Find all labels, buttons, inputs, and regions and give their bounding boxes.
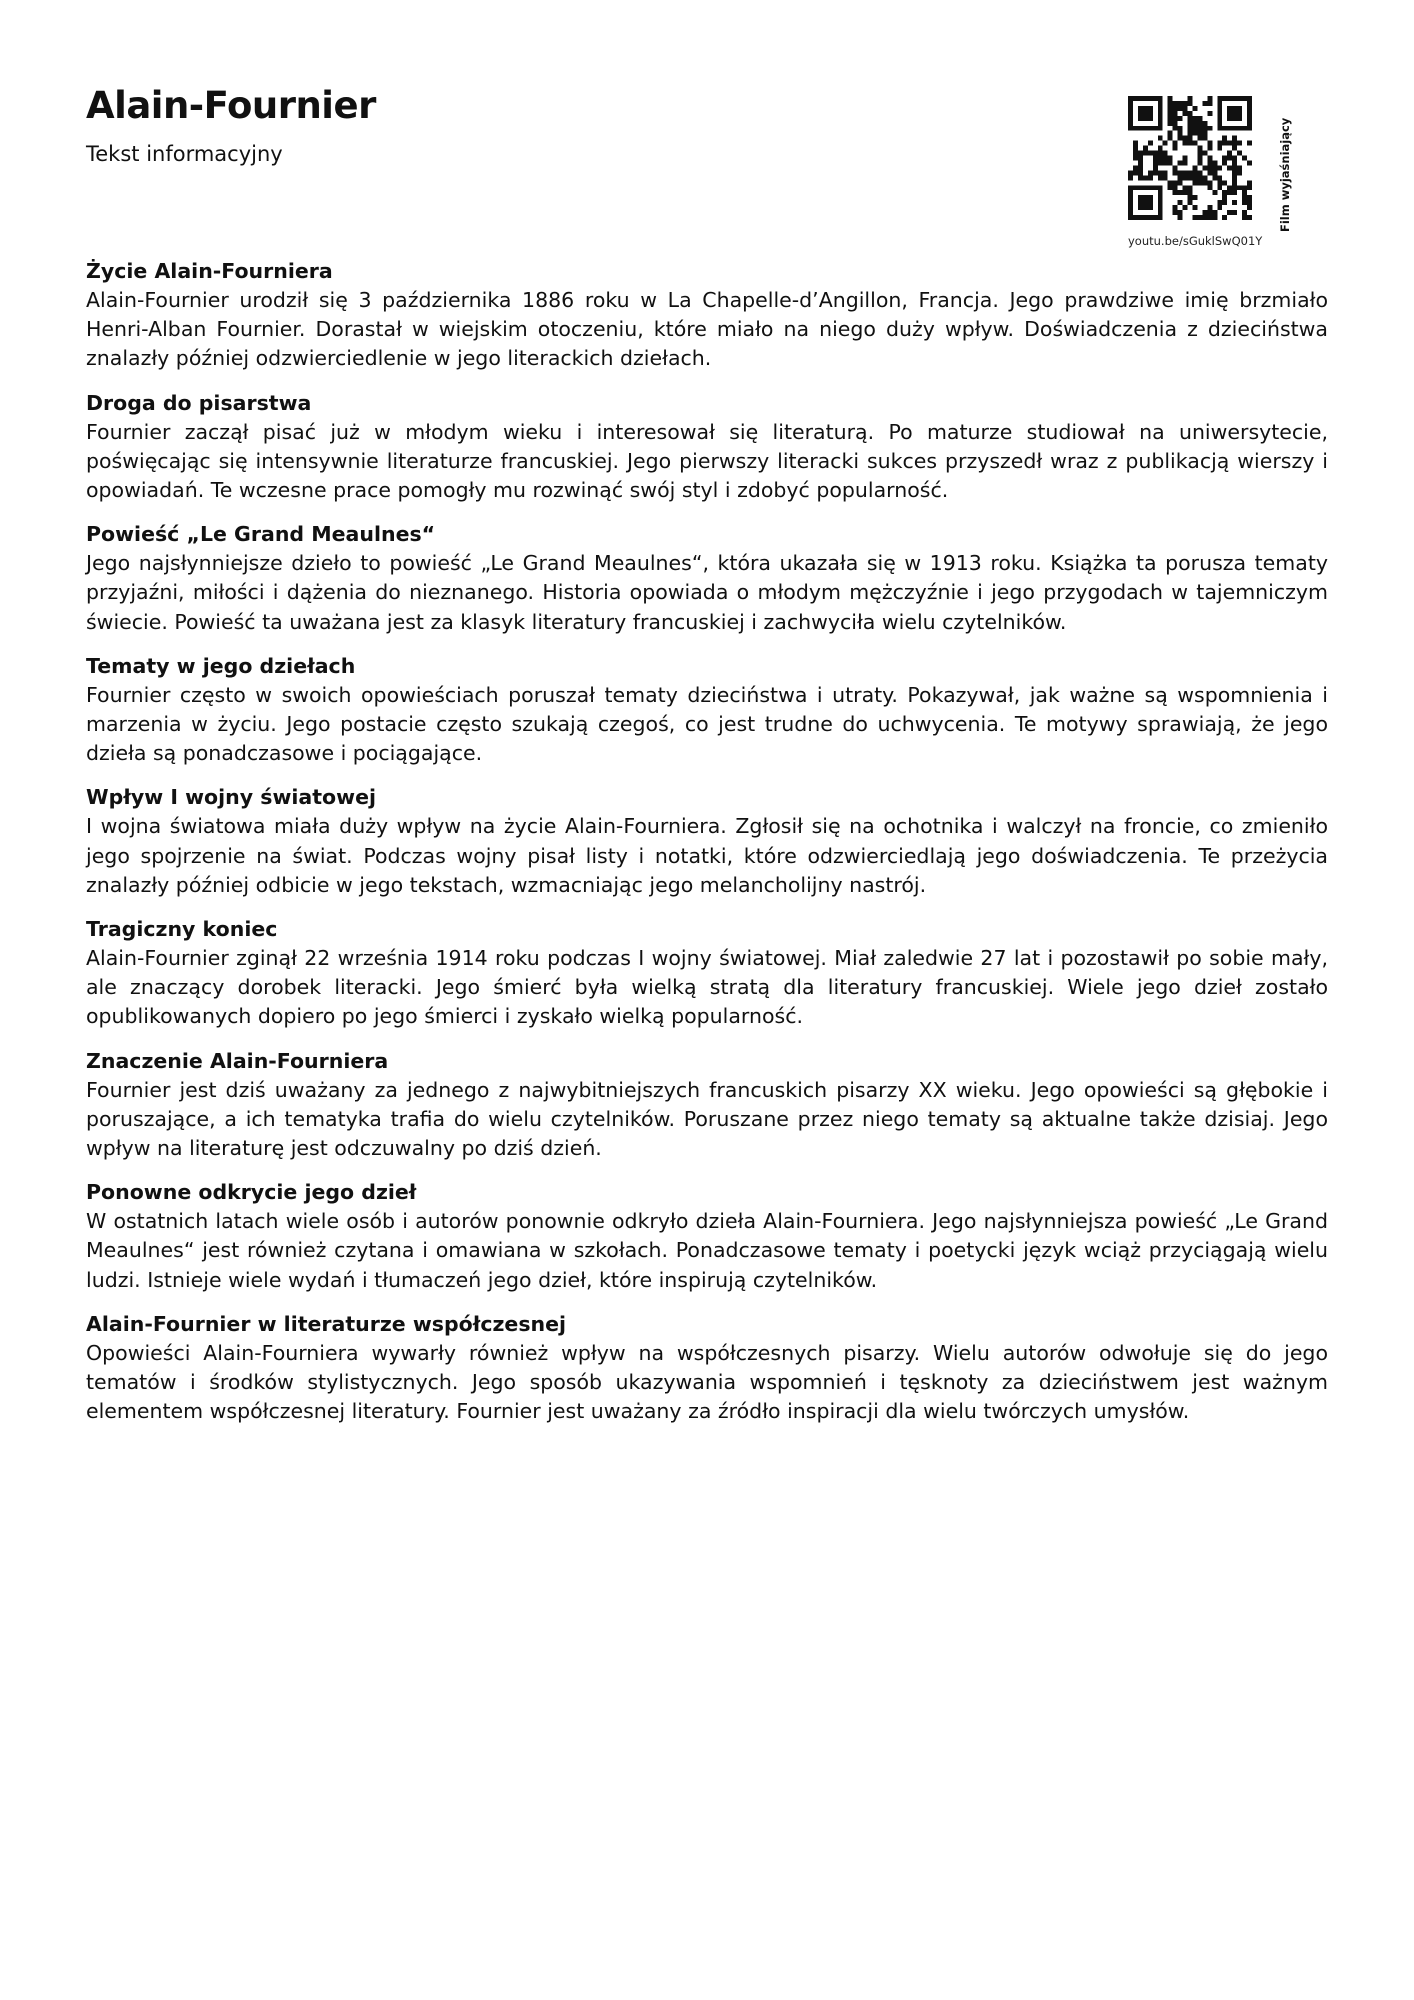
section-heading: Tragiczny koniec (86, 917, 278, 942)
page-subtitle: Tekst informacyjny (86, 142, 283, 166)
section-novel (86, 519, 1328, 637)
qr-code-block[interactable] (1128, 96, 1263, 256)
section-heading: Życie Alain-Fourniera (86, 259, 333, 283)
section-writing-path (86, 388, 1328, 506)
section-heading: Ponowne odkrycie jego dzieł (86, 1180, 417, 1205)
section-body: W ostatnich latach wiele osób i autorów ponownie odkryło dzieła Alain-Fourniera. Jego najsłynniejsza powieść „Le Grand Meaulnes“ jest również czytana i omawiana w szkołach. Ponadczasowe tematy i poetycki język wciąż przyciągają wielu ludzi. Istnieje wiele wydań i tłumaczeń jego dzieł, które inspirują czytelników. (86, 1209, 1328, 1292)
section-body: Fournier często w swoich opowieściach poruszał tematy dzieciństwa i utraty. Pokazywał, jak ważne są wspomnienia i marzenia w życiu. Jego postacie często szukają czegoś, co jest trudne do uchwycenia. Te motywy sprawiają, że jego dzieła są ponadczasowe i pociągające. (86, 682, 1328, 766)
page-title: Alain-Fournier (86, 84, 376, 127)
section-rediscovery (86, 1177, 1328, 1295)
section-body: I wojna światowa miała duży wpływ na życie Alain-Fourniera. Zgłosił się na ochotnika i walczył na froncie, co zmieniło jego spojrzenie na świat. Podczas wojny pisał listy i notatki, które odzwierciedlają jego doświadczenia. Te przeżycia znalazły później odbicie w jego tekstach, wzmacniając jego melancholijny nastrój. (86, 814, 1328, 897)
qr-side-label: Film wyjaśniający (1278, 117, 1292, 232)
section-heading: Alain-Fournier w literaturze współczesnej (86, 1311, 567, 1336)
section-body: Alain-Fournier urodził się 3 października 1886 roku w La Chapelle-d’Angillon, Francja. Jego prawdziwe imię brzmiało Henri-Alban Fournier. Dorastał w wiejskim otoczeniu, które miało na niego duży wpływ. Doświadczenia z dzieciństwa znalazły później odzwierciedlenie w jego literackich dziełach. (86, 288, 1328, 371)
section-body: Fournier jest dziś uważany za jednego z najwybitniejszych francuskich pisarzy XX wieku. Jego opowieści są głębokie i poruszające, a ich tematyka trafia do wielu czytelników. Poruszane przez niego tematy są aktualne także dzisiaj. Jego wpływ na literaturę jest odczuwalny po dziś dzień. (86, 1077, 1328, 1161)
section-heading: Tematy w jego dziełach (86, 653, 356, 678)
section-body: Opowieści Alain-Fourniera wywarły również wpływ na współczesnych pisarzy. Wielu autorów odwołuje się do jego tematów i środków stylistycznych. Jego sposób ukazywania wspomnień i tęsknoty za dzieciństwem jest ważnym elementem współczesnej literatury. Fournier jest uważany za źródło inspiracji dla wielu twórczych umysłów. (86, 1340, 1328, 1424)
section-themes (86, 651, 1328, 769)
section-heading: Droga do pisarstwa (86, 390, 312, 415)
section-heading: Wpływ I wojny światowej (86, 785, 376, 810)
section-significance (86, 1046, 1328, 1164)
section-war (86, 782, 1328, 900)
section-body: Fournier zaczął pisać już w młodym wieku i interesował się literaturą. Po maturze studiował na uniwersytecie, poświęcając się intensywnie literaturze francuskiej. Jego pierwszy literacki sukces przyszedł wraz z publikacją wierszy i opowiadań. Te wczesne prace pomogły mu rozwinąć swój styl i zdobyć popularność. (86, 419, 1328, 503)
qr-code-icon[interactable] (1128, 96, 1252, 220)
section-life (86, 256, 1328, 374)
qr-link-text[interactable]: youtu.be/sGuklSwQ01Y (1128, 234, 1263, 248)
section-body: Alain-Fournier zginął 22 września 1914 roku podczas I wojny światowej. Miał zaledwie 27 lat i pozostawił po sobie mały, ale znaczący dorobek literacki. Jego śmierć była wielką stratą dla literatury francuskiej. Wiele jego dzieł zostało opublikowanych dopiero po jego śmierci i zyskało wielką popularność. (86, 946, 1328, 1029)
section-heading: Znaczenie Alain-Fourniera (86, 1048, 389, 1073)
section-body: Jego najsłynniejsze dzieło to powieść „Le Grand Meaulnes“, która ukazała się w 1913 roku. Książka ta porusza tematy przyjaźni, miłości i dążenia do nieznanego. Historia opowiada o młodym mężczyźnie i jego przygodach w tajemniczym świecie. Powieść ta uważana jest za klasyk literatury francuskiej i zachwyciła wielu czytelników. (86, 551, 1328, 634)
article-content (86, 256, 1328, 1440)
section-heading: Powieść „Le Grand Meaulnes“ (86, 522, 436, 547)
section-contemporary (86, 1309, 1328, 1427)
section-tragic-end (86, 914, 1328, 1032)
